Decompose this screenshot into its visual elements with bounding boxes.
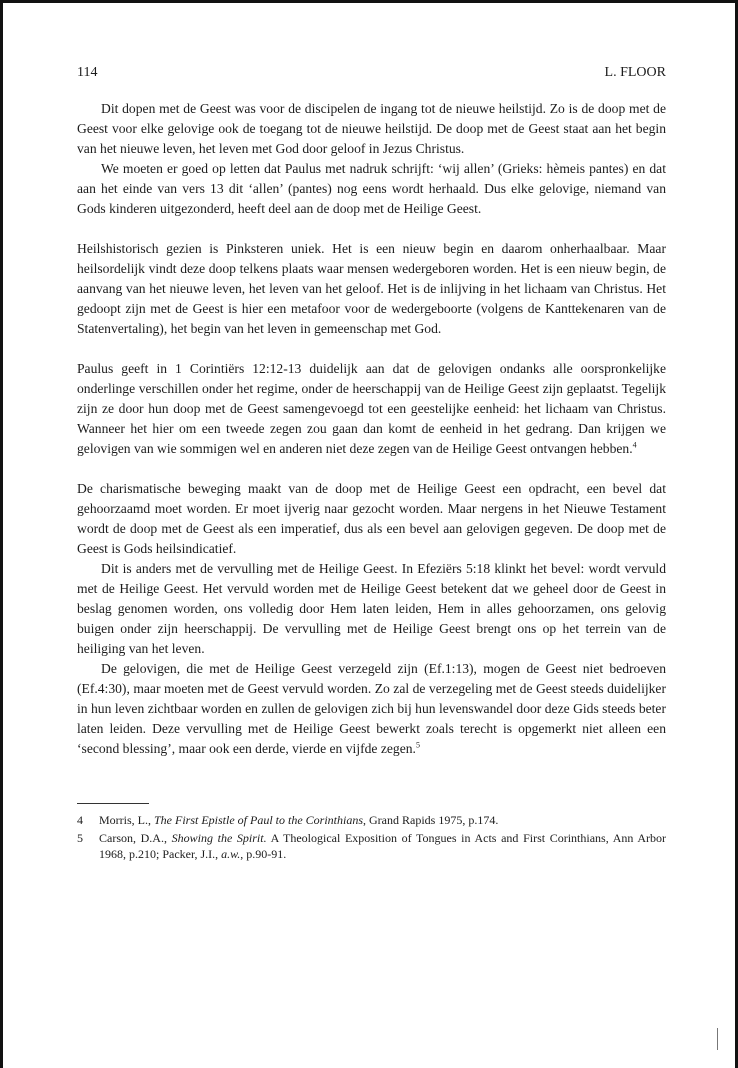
page-content (77, 64, 666, 864)
scan-mark (717, 1028, 718, 1050)
footnote-pages: , p.90-91. (240, 847, 287, 861)
page-number: 114 (77, 65, 98, 80)
page-top-edge (0, 0, 738, 3)
footnote-author: Morris, L., (99, 813, 154, 827)
footnote-title: Showing the Spirit. (171, 831, 267, 845)
footnote-text (99, 812, 666, 828)
paragraph-text: De gelovigen, die met de Heilige Geest verzegeld zijn (Ef.1:13), mogen de Geest niet bedroeven (Ef.4:30), maar moeten met de Geest vervuld worden. Zo zal de verzegeling met de Geest steeds duidelijker in hun leven zichtbaar worden en zullen de gelovigen zich bij hun levenswandel door deze Gids steeds beter laten leiden. Deze vervulling met de Heilige Geest bewerkt zoals terecht is opgemerkt niet alleen een ‘second blessing’, maar ook een derde, vierde en vijfde zegen. (77, 661, 666, 756)
paragraph: Heilshistorisch gezien is Pinksteren uniek. Het is een nieuw begin en daarom onherhaalbaar. Maar heilsordelijk vindt deze doop telkens plaats waar mensen wedergeboren worden. Het is een nieuw begin, de aanvang van het nieuwe leven, het leven van het geloof. Het is de inlijving in het lichaam van Christus. Het gedoopt zijn met de Geest is hier een metafoor voor de wedergeboorte (volgens de Kanttekenaren van de Statenvertaling), het begin van het leven in gemeenschap met God. (77, 241, 666, 336)
paragraph-with-note (77, 659, 666, 759)
paragraph-with-note (77, 359, 666, 459)
footnote-number: 4 (77, 813, 83, 827)
footnote-4 (77, 812, 666, 828)
footnote-details: A Theological Exposition of Tongues in Acts and First Corinthians, Ann Arbor 1968, p.210; Packer, J.I., (99, 831, 667, 861)
footnote-number: 5 (77, 831, 83, 845)
paragraph: We moeten er goed op letten dat Paulus met nadruk schrijft: ‘wij allen’ (Grieks: hèmeis pantes) en dat aan het einde van vers 13 dit ‘allen’ (pantes) nog eens wordt herhaald. Dus elke gelovige, niemand van Gods kinderen uitgezonderd, heeft deel aan de doop met de Heilige Geest. (77, 161, 666, 216)
footnote-ref-4[interactable]: 4 (632, 440, 637, 450)
footnote-author: Carson, D.A., (99, 831, 172, 845)
footnote-abbrev: a.w. (221, 847, 241, 861)
footnote-5 (77, 830, 666, 862)
footnote-divider (77, 803, 149, 804)
body-text (77, 99, 666, 759)
running-head: L. FLOOR (604, 65, 666, 80)
paragraph: De charismatische beweging maakt van de doop met de Heilige Geest een opdracht, een bevel dat gehoorzaamd moet worden. Er moet ijverig naar gezocht worden. Maar nergens in het Nieuwe Testament wordt de doop met de Geest als een imperatief, dus als een bevel aan gelovigen gegeven. De doop met de Geest is Gods heilsindicatief. (77, 481, 666, 556)
paragraph-text: Paulus geeft in 1 Corintiërs 12:12-13 duidelijk aan dat de gelovigen ondanks alle oorspronkelijke onderlinge verschillen onder het regime, onder de heerschappij van de Heilige Geest zijn geplaatst. Tegelijk zijn ze door hun doop met de Geest samengevoegd tot een geestelijke eenheid: het lichaam van Christus. Wanneer het hier om een tweede zegen zou gaan dan komt de eenheid in het gedrang. Dan krijgen we gelovigen van wie sommigen wel en anderen niet deze zegen van de Heilige Geest ontvangen hebben. (77, 361, 666, 456)
paragraph: Dit is anders met de vervulling met de Heilige Geest. In Efeziërs 5:18 klinkt het bevel: wordt vervuld met de Heilige Geest. Het vervuld worden met de Heilige Geest betekent dat we geheel door de Geest in beslag genomen worden, ons volledig door Hem laten leiden, Hem in alles gehoorzamen, ons gelovig buigen onder zijn heerschappij. De vervulling met de Heilige Geest brengt ons op het terrein van de heiliging van het leven. (77, 561, 666, 656)
footnote-ref-5[interactable]: 5 (415, 740, 420, 750)
paragraph: Dit dopen met de Geest was voor de discipelen de ingang tot de nieuwe heilstijd. Zo is de doop met de Geest voor elke gelovige ook de toegang tot de nieuwe heilstijd. De doop met de Geest staat aan het begin van het nieuwe leven, het leven met God door geloof in Jezus Christus. (77, 101, 666, 156)
footnote-publication: , Grand Rapids 1975, p.174. (363, 813, 499, 827)
footnote-title: The First Epistle of Paul to the Corinthians (154, 813, 364, 827)
page-header (77, 64, 666, 82)
footnote-text (99, 830, 666, 862)
page-left-edge (0, 0, 3, 1068)
